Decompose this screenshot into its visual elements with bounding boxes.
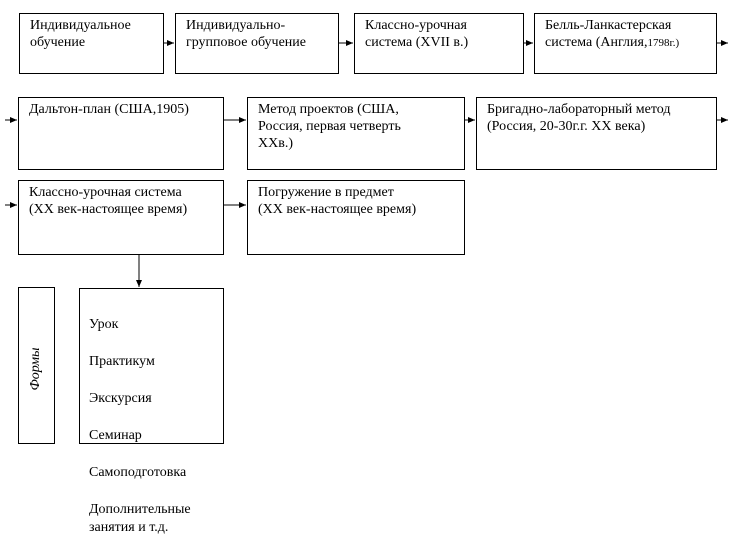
bell-lancaster-year: 1798г.) <box>647 37 680 49</box>
bell-lancaster-text: Белль-Ланкастерская система (Англия, <box>545 18 672 50</box>
box-immersion: Погружение в предмет (XX век-настоящее время) <box>247 180 465 255</box>
list-item: Семинар <box>89 427 142 443</box>
list-item: Дополнительные занятия и т.д. <box>89 501 191 535</box>
list-item: Урок <box>89 316 119 332</box>
box-class-lesson-17: Классно-урочная система (XVII в.) <box>354 13 524 74</box>
box-brigade-lab-method: Бригадно-лабораторный метод (Россия, 20-30г.г. XX века) <box>476 97 717 170</box>
box-individual-group: Индивидуально- групповое обучение <box>175 13 339 74</box>
box-bell-lancaster <box>534 13 717 74</box>
box-forms-list <box>79 288 224 535</box>
box-project-method: Метод проектов (США, Россия, первая четверть XXв.) <box>247 97 465 170</box>
box-class-lesson-modern: Классно-урочная система (XX век-настоящее время) <box>18 180 224 255</box>
box-individual: Индивидуальное обучение <box>19 13 164 74</box>
list-item: Практикум <box>89 353 155 369</box>
box-dalton-plan: Дальтон-план (США,1905) <box>18 97 224 170</box>
forms-label: Формы <box>28 347 43 391</box>
list-item: Экскурсия <box>89 390 152 406</box>
list-item: Самоподготовка <box>89 464 187 480</box>
